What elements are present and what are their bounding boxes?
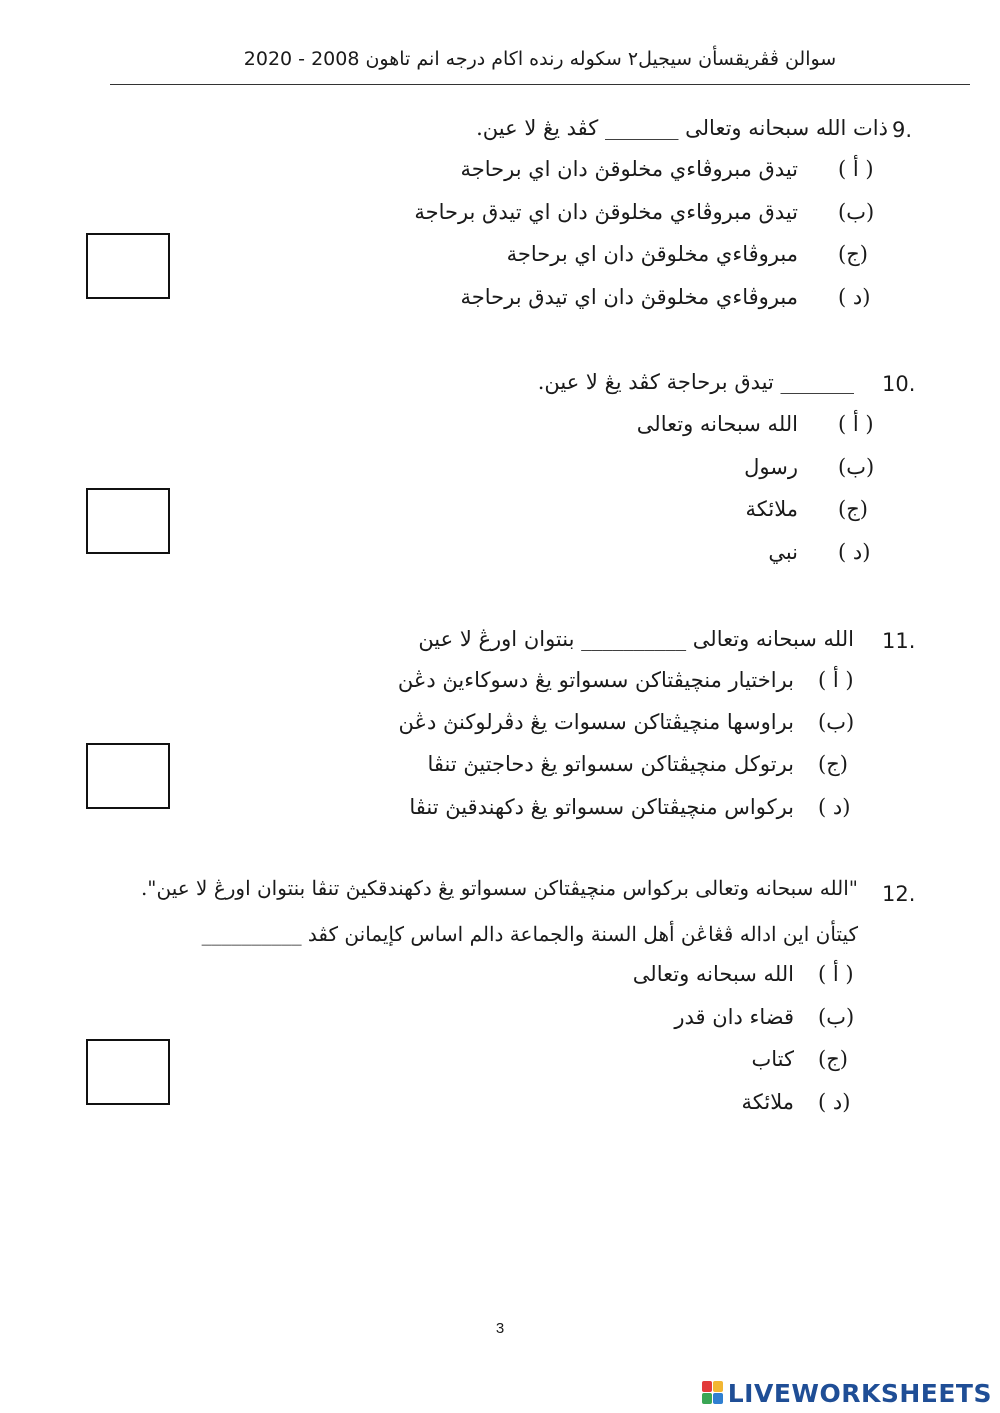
option-text: مبروڤاءي مخلوقڽ دان اي تيدق برحاجة [460, 285, 798, 309]
question-text-line2: كيتأن اين اداله ڤڠاڠن أهل السنة والجماعة دالم اساس كإيمانن كڤد __________ [201, 922, 858, 946]
question-text: _______ تيدق برحاجة كڤد يڠ لا عين. [537, 370, 854, 394]
option-text: مبروڤاءي مخلوقڽ دان اي برحاجة [506, 242, 798, 266]
option-letter: (ب) [838, 455, 875, 479]
option-letter: (ج) [838, 242, 868, 266]
page-number: 3 [495, 1320, 505, 1337]
answer-box-q12[interactable] [86, 1039, 170, 1105]
option-text: تيدق مبروڤاءي مخلوقڽ دان اي تيدق برحاجة [414, 200, 798, 224]
option-text: رسول [744, 455, 798, 479]
question-text: ذات الله سبحانه وتعالى _______ كڤد يڠ لا عين. [476, 116, 888, 140]
option-text: براختيار منچيڤتاكن سسواتو يڠ دسوكاءيڽ دڠن [397, 668, 794, 692]
option-letter: ( أ ) [838, 157, 874, 181]
question-number: 10. [882, 372, 916, 396]
answer-box-q11[interactable] [86, 743, 170, 809]
option-letter: (ج) [818, 752, 848, 776]
option-text: قضاء دان قدر [674, 1005, 794, 1029]
liveworksheets-logo-icon [702, 1381, 724, 1405]
brand-name: LIVEWORKSHEETS [727, 1378, 992, 1408]
option-text: ملائكة [741, 1090, 794, 1114]
option-letter: (ب) [838, 200, 875, 224]
question-number: 11. [882, 629, 916, 653]
option-text: براوسها منچيڤتاكن سسوات يڠ دڤرلوكنڽ دڠن [398, 710, 794, 734]
option-text: ملائكة [745, 497, 798, 521]
option-text: بركواس منچيڤتاكن سسواتو يڠ دكهندقيڽ تنڤا [409, 795, 794, 819]
question-number: 12. [882, 882, 916, 906]
option-text: برتوكل منچيڤتاكن سسواتو يڠ دحاجتيڽ تنڤا [427, 752, 794, 776]
option-letter: ( د) [838, 285, 871, 309]
option-letter: ( د) [818, 1090, 851, 1114]
option-letter: ( د) [838, 540, 871, 564]
option-letter: (ج) [838, 497, 868, 521]
answer-box-q10[interactable] [86, 488, 170, 554]
header-divider [110, 84, 970, 85]
question-text: "الله سبحانه وتعالى بركواس منچيڤتاكن سسواتو يڠ دكهندقكيڽ تنڤا بنتوان اورڠ لا عين". [140, 876, 858, 900]
option-text: نبي [768, 540, 798, 564]
option-letter: ( أ ) [818, 668, 854, 692]
option-text: الله سبحانه وتعالى [636, 412, 798, 436]
page-header: سوالن ڤڤريقسأن سيجيل٢ سكوله رنده اكام درجه انم تاهون 2008 - 2020 [243, 48, 837, 70]
brand-footer[interactable] [702, 1378, 992, 1408]
option-letter: (ب) [818, 710, 855, 734]
question-number: 9. [892, 118, 913, 142]
option-letter: (ج) [818, 1047, 848, 1071]
option-text: تيدق مبروڤاءي مخلوقڽ دان اي برحاجة [460, 157, 798, 181]
option-letter: ( أ ) [818, 962, 854, 986]
option-text: الله سبحانه وتعالى [632, 962, 794, 986]
question-text: الله سبحانه وتعالى __________ بنتوان اورڠ لا عين [418, 627, 854, 651]
answer-box-q9[interactable] [86, 233, 170, 299]
option-text: كتاب [751, 1047, 794, 1071]
option-letter: (ب) [818, 1005, 855, 1029]
option-letter: ( أ ) [838, 412, 874, 436]
option-letter: ( د) [818, 795, 851, 819]
